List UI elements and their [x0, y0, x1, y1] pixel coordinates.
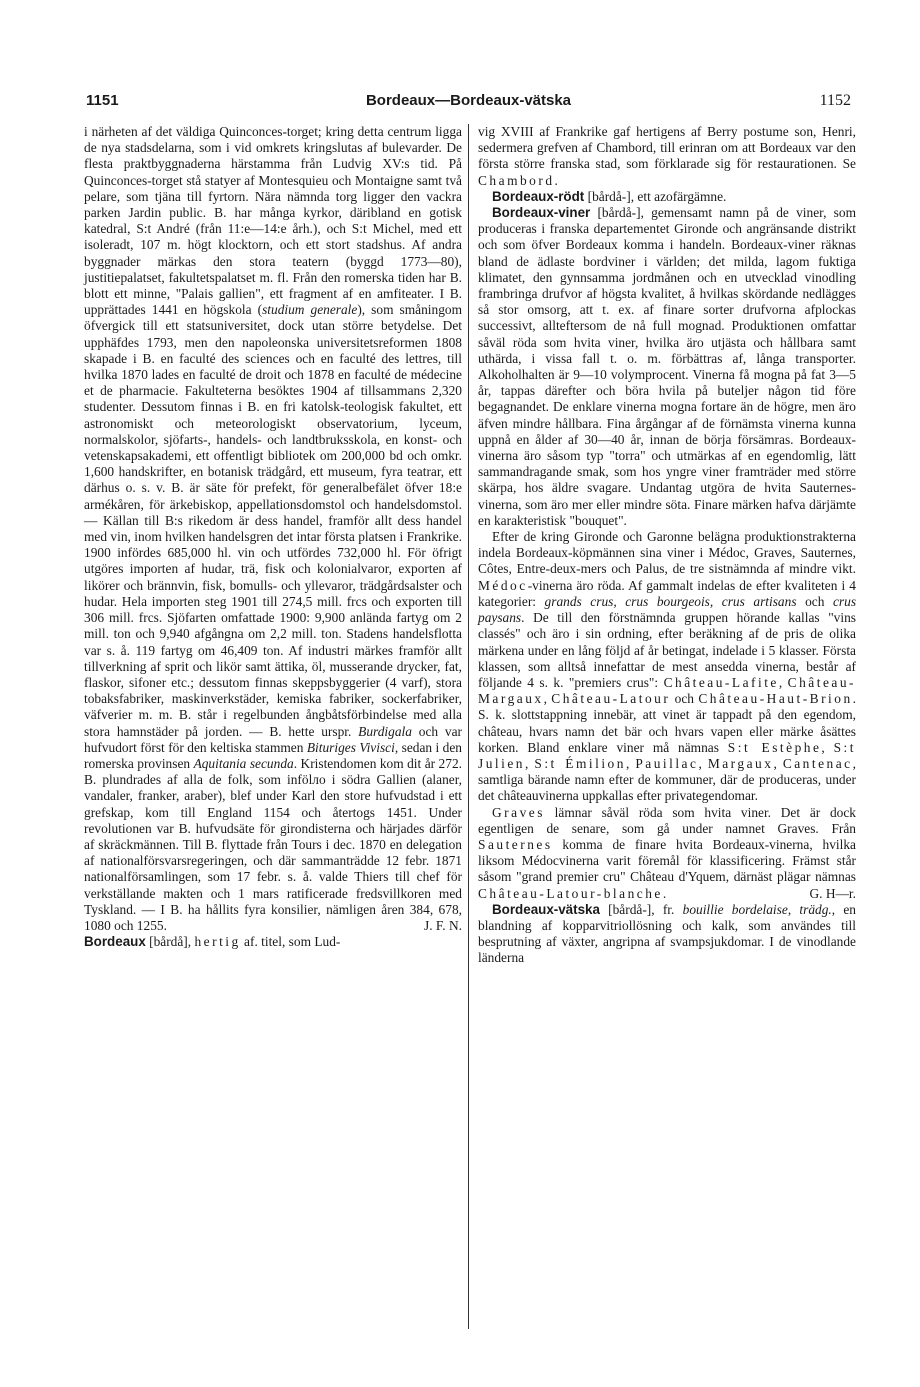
- page-number-right: 1152: [819, 92, 851, 109]
- paragraph-graves-sauternes: Graves lämnar såväl röda som hvita viner. Det är dock egentligen de senare, som gå under namnet Graves. Från Sauternes komma de finare hvita Bordeaux-vinerna, hvilka liksom Médocvinerna varit föremål för klassificering. Främst står såsom "grand premier cru" Château d'Yquem, därnäst plägar nämnas Château-Latour-blanche. G. H—r.: [478, 804, 856, 901]
- page-header: [86, 92, 851, 114]
- cross-reference: Chambord: [478, 172, 555, 188]
- entry-bordeaux-vatska: Bordeaux-vätska [bårdå-], fr. bouillie bordelaise, trädg., en blandning af kopparvitriollösning och kalk, som användes till besprutning af växter, angripna af svampsjukdomar. I de vinodlande länderna: [478, 901, 857, 966]
- entry-bordeaux-viner: Bordeaux-viner [bårdå-], gemensamt namn på de viner, som produceras i franska departementet Gironde och angränsande distrikt och som öfver Bordeaux komma i handeln. Bordeaux-viner räknas bland de ädlaste bordviner i världen; det milda, lagom fuktiga klimatet, den gynnsamma jordmånen och en utvecklad vinodling frambringa drufvor af högsta kvalitet, å hvilkas skördande nedlägges så stor omsorg, att t. ex. af finare sorter drufvorna afplockas successivt, allteftersom de nå full mognad. Produktionen omfattar såväl röda som hvita viner, hvilka äro utjästa och hållbara samt uthärda, i vissa fall t. o. m. förbättras af, långa transporter. Alkoholhalten är 9—10 volymprocent. Vinerna få mogna på fat 3—5 år, tappas därefter och böra hvila på buteljer någon tid före begagnandet. De enklare vinerna mogna fortare än de högre, men äro äfven mindre hållbara. Fina årgångar af de förnämsta vinerna kunna uppnå en ålder af 30—40 år, innan de börja försämras. Bordeaux-vinerna äro såsom typ "torra" och utmärkas af en egendomlig, lätt sammandragande smak, som hos yngre viner framträder med större skärpa, hos äldre svagare. Undantag utgöra de hvita Sauternes-vinerna, som äro mer eller mindre söta. Finare märken hafva därjämte en karakteristisk "bouquet".: [478, 205, 856, 528]
- left-column: [84, 124, 462, 950]
- headword: Bordeaux-vätska: [492, 901, 600, 917]
- entry-bordeaux-title-cont: vig XVIII af Frankrike gaf hertigens af Berry postume son, Henri, sedermera grefven af Chambord, till erinran om att Bordeaux var den första större franska stad, som förklarade sig för restaurationen. Se Chambord.: [478, 124, 856, 188]
- entry-bordeaux-title: Bordeaux [bårdå], hertig af. titel, som Lud-: [84, 934, 341, 950]
- headword: Bordeaux-viner: [492, 205, 591, 221]
- column-divider: [468, 124, 469, 1329]
- author-signature: J. F. N.: [424, 917, 462, 933]
- right-column: [478, 124, 856, 967]
- running-title: Bordeaux—Bordeaux-vätska: [365, 92, 572, 109]
- headword: Bordeaux-rödt: [492, 188, 585, 204]
- paragraph-wine-regions: Efter de kring Gironde och Garonne belägna produktionstrakterna indela Bordeaux-köpmännen sina viner i Médoc, Graves, Sauternes, Côtes, Entre-deux-mers och Palus, de tre sistnämnda af mindre vikt. Médoc-vinerna äro röda. Af gammalt indelas de efter kvaliteten i 4 kategorier: grands crus, crus bourgeois, crus artisans och crus paysans. De till den förstnämnda gruppen hörande kallas "vins classés" och äro i sin ordning, efter beräkning af de pris de olika märkena under en lång följd af år betingat, indelade i 5 klasser. Första klassen, som alltså innefattar de mest ansedda vinerna, består af följande 4 s. k. "premiers crus": Château-Lafite, Château-Margaux, Château-Latour och Château-Haut-Brion. S. k. slottstappning innebär, att vinet är tappadt på den egendom, château, hvars namn det bär och hvars vapen eller märke åsättes korken. Bland enklare viner må nämnas S:t Estèphe, S:t Julien, S:t Émilion, Pauillac, Margaux, Cantenac, samtliga bärande namn efter de kommuner, där de produceras, under det châteauvinerna uppkallas efter privategendomar.: [478, 529, 857, 804]
- entry-bordeaux-rodt: Bordeaux-rödt [bårdå-], ett azofärgämne.: [492, 188, 727, 204]
- author-signature: G. H—r.: [809, 885, 856, 901]
- headword: Bordeaux: [84, 934, 146, 950]
- page-number-left: 1151: [86, 92, 119, 109]
- entry-bordeaux-city-text: i närheten af det väldiga Quinconces-torget; kring detta centrum ligga de nya stadsdelarna, som i vid omkrets kringslutas af bulevarder. De flesta praktbyggnaderna härstamma från Ludvig XV:s tid. På Quinconces-torget stå statyer af Montesquieu och Montaigne samt två pelare, som tjäna till fyrtorn. Nära nämnda torg ligger den vackra parken Jardin public. B. har många kyrkor, däribland en gotisk katedral, S:t André (från 11:e—14:e årh.), och S:t Michel, med ett isoleradt, 107 m. högt klocktorn, och ett stort stadshus. Af andra byggnader märkas den stora teatern (byggd 1773—80), justitiepalatset, fakultetspalatset m. fl. Från den romerska tiden har B. blott ett minne, "Palais gallien", ett fragment af en amfiteater. I B. upprättades 1441 en högskola (studium generale), som småningom öfvergick till ett statsuniversitet, dock utan större betydelse. Det upphäfdes 1793, men den napoleonska universitetsreformen 1808 skapade i B. en faculté des sciences och en faculté des lettres, till hvilka 1870 lades en faculté de droit och 1878 en faculté de médecine et de pharmacie. Fakulteterna besöktes 1904 af tillsammans 2,320 studenter. Dessutom finnas i B. en fri katolsk-teologisk fakultet, ett astronomiskt och meteorologiskt observatorium, lyceum, normalskolor, sjöfarts-, handels- och landtbruksskola, en konst- och vetenskapsakademi, ett offentligt bibliotek om 200,000 bd och omkr. 1,600 handskrifter, en botanisk trädgård, ett museum, fyra teatrar, ett därhus o. s. v. B. är säte för prefekt, för generalbefälet öfver 18:e armékåren, för ärkebiskop, appellationsdomstol och handelsdomstol. — Källan till B:s rikedom är dess handel, framför allt dess handel med vin, inom hvilken handelsgren det intar första platsen i Frankrike. 1900 infördes 685,000 hl. vin och utfördes 732,000 hl. För öfrigt utgöres importen af hudar, trä, fisk och kolonialvaror, exporten af likörer och brännvin, fisk, bomulls- och yllevaror, trädgårdsalster och hudar. Hela importen steg 1901 till 274,5 mill. frcs och exporten till 306 mill. frcs. Sjöfarten omfattade 1900: 9,900 anlända fartyg om 2 mill. ton och 9,940 afgångna om 2,2 mill. ton. Stadens handelsflotta var s. å. 119 fartyg om 46,409 ton. Af industri märkes framför allt tillverkning af sprit och likör samt ättika, öl, musserande drycker, fat, flaskor, sifoner etc.; dessutom finnas skeppsbyggerier (4 varf), stora tobaksfabriker, maskinverkstäder, kemiska fabriker, sockerfabriker, väfverier m. m. B. står i regelbunden ångbåtsförbindelse med alla stora hamnstäder på jorden. — B. hette urspr. Burdigala och var hufvudort först för den keltiska stammen Bituriges Vivisci, sedan i den romerska provinsen Aquitania secunda. Kristendomen kom dit år 272. B. plundrades af alla de folk, som infölло i södra Gallien (alaner, vandaler, franker, araber), blef under Karl den store hufvudstad i ett grefskap, kom till England 1154 och återtogs 1451. Under revolutionen var B. hufvudsäte för girondisterna och härjades därför af skräckmännen. Till B. flyttade från Tours i dec. 1870 en delegation af nationalförsvarsregeringen, och där sammanträdde 12 febr. 1871 nationalförsamlingen, som 17 febr. s. å. valde Thiers till chef för verkställande makten och 1 mars ratificerade fredsvillkoren med Tyskland. — I B. ha hållits fyra konsilier, nämligen åren 384, 678, 1080 och 1255. J. F. N.: [84, 124, 463, 933]
